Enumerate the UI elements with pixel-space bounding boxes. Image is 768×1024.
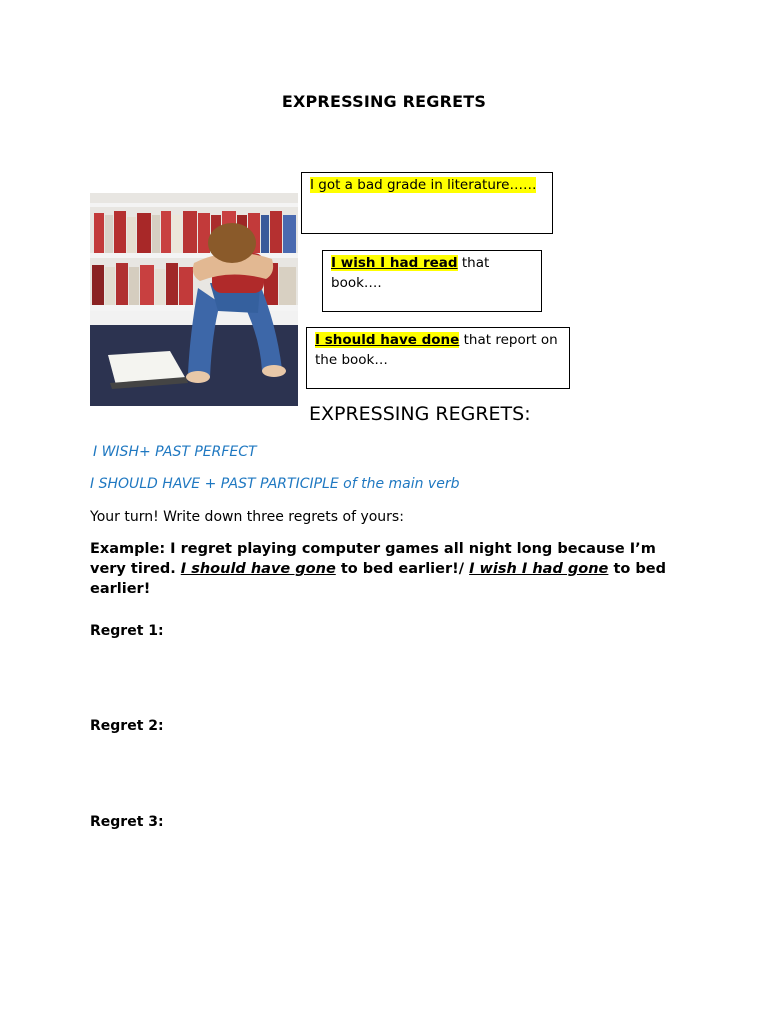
instruction-text: Your turn! Write down three regrets of yours:	[90, 509, 404, 525]
bad-grade-text: I got a bad grade in literature……	[310, 177, 537, 193]
speech-box-wish	[322, 250, 542, 312]
regret-1-label: Regret 1:	[90, 623, 164, 639]
page-title: EXPRESSING REGRETS	[281, 92, 487, 111]
example-lead: Example: I regret playing computer games all night long because I’m very tired.	[90, 541, 656, 577]
rule-should-have: I SHOULD HAVE + PAST PARTICIPLE of the main verb	[90, 476, 460, 492]
example-end: to bed earlier!	[90, 561, 666, 597]
wish-rest: that book….	[331, 255, 490, 291]
regret-2-label: Regret 2:	[90, 718, 164, 734]
example-paragraph	[90, 539, 690, 599]
rule-wish: I WISH+ PAST PERFECT	[93, 444, 257, 460]
wish-phrase: I wish I had read	[331, 255, 458, 271]
speech-box-bad-grade	[301, 172, 553, 234]
sad-student-photo	[90, 193, 298, 406]
example-mid: to bed earlier!/	[335, 561, 470, 577]
section-heading: EXPRESSING REGRETS:	[309, 403, 531, 425]
example-phrase-should: I should have gone	[180, 561, 336, 577]
should-phrase: I should have done	[315, 332, 460, 348]
speech-box-should	[306, 327, 570, 389]
regret-3-label: Regret 3:	[90, 814, 164, 830]
example-phrase-wish: I wish I had gone	[469, 561, 609, 577]
should-rest: that report on the book…	[315, 332, 558, 368]
